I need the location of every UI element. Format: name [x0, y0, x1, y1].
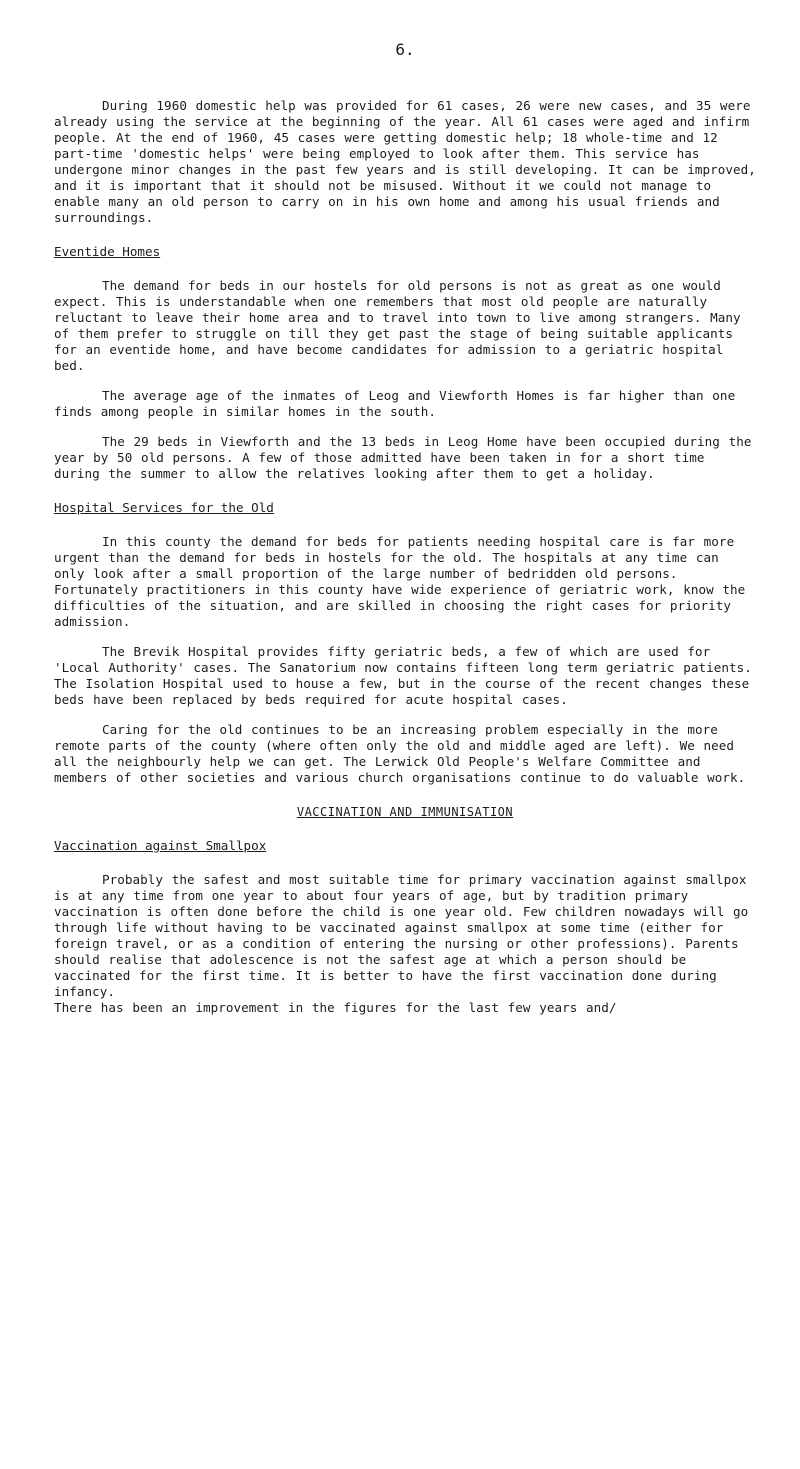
- section-title-vaccination: VACCINATION AND IMMUNISATION: [296, 805, 514, 819]
- heading-smallpox: Vaccination against Smallpox: [54, 838, 267, 853]
- paragraph-eventide-demand: The demand for beds in our hostels for old persons is not as great as one would expect. This is understandable when one remembers that most old people are naturally reluctant to leave their home area and to travel into town to live among strangers. Many of them prefer to struggle on till they get past the stage of being suitable applicants for an eventide home, and have become candidates for admission to a geriatric hospital bed.: [54, 278, 741, 373]
- heading-eventide-homes: Eventide Homes: [54, 244, 161, 259]
- paragraph-hospital-demand: In this county the demand for beds for patients needing hospital care is far more urgent than the demand for beds in hostels for the old. The hospitals at any time can only look after a small proportion of the large number of bedridden old persons. Fortunately practitioners in this county have wide experience of geriatric work, know the difficulties of the situation, and are skilled in choosing the right cases for priority admission.: [54, 534, 746, 629]
- page-number: 6.: [395, 40, 415, 59]
- paragraph-hospital-beds: The Brevik Hospital provides fifty geriatric beds, a few of which are used for 'Local Authority' cases. The Sanatorium now contains fifteen long term geriatric patients. The Isolation Hospital used to house a few, but in the course of the recent changes these beds have been replaced by beds required for acute hospital cases.: [54, 644, 752, 707]
- paragraph-eventide-beds: The 29 beds in Viewforth and the 13 beds in Leog Home have been occupied during the year by 50 old persons. A few of those admitted have been taken in for a short time during the summer to allow the relatives looking after them to get a holiday.: [54, 434, 752, 481]
- paragraph-domestic-help: During 1960 domestic help was provided for 61 cases, 26 were new cases, and 35 were already using the service at the beginning of the year. All 61 cases were aged and infirm people. At the end of 1960, 45 cases were getting domestic help; 18 whole-time and 12 part-time 'domestic helps' were being employed to look after them. This service has undergone minor changes in the past few years and is still developing. It can be improved, and it is important that it should not be misused. Without it we could not manage to enable many an old person to carry on in his own home and among his usual friends and surroundings.: [54, 98, 756, 225]
- paragraph-caring-for-old: Caring for the old continues to be an increasing problem especially in the more remote parts of the county (where often only the old and middle aged are left). We need all the neighbourly help we can get. The Lerwick Old People's Welfare Committee and members of other societies and various church organisations continue to do valuable work.: [54, 722, 746, 785]
- paragraph-smallpox-improvement: There has been an improvement in the figures for the last few years and/: [54, 1000, 617, 1015]
- heading-hospital-services: Hospital Services for the Old: [54, 500, 274, 515]
- paragraph-eventide-average-age: The average age of the inmates of Leog and Viewforth Homes is far higher than one finds among people in similar homes in the south.: [54, 388, 736, 419]
- paragraph-smallpox-timing: Probably the safest and most suitable time for primary vaccination against smallpox is at any time from one year to about four years of age, but by tradition primary vaccination is often done before the child is one year old. Few children nowadays will go through life without having to be vaccinated against smallpox at some time (either for foreign travel, or as a condition of entering the nursing or other professions). Parents should realise that adolescence is not the safest age at which a person should be vaccinated for the first time. It is better to have the first vaccination done during infancy.: [54, 872, 749, 999]
